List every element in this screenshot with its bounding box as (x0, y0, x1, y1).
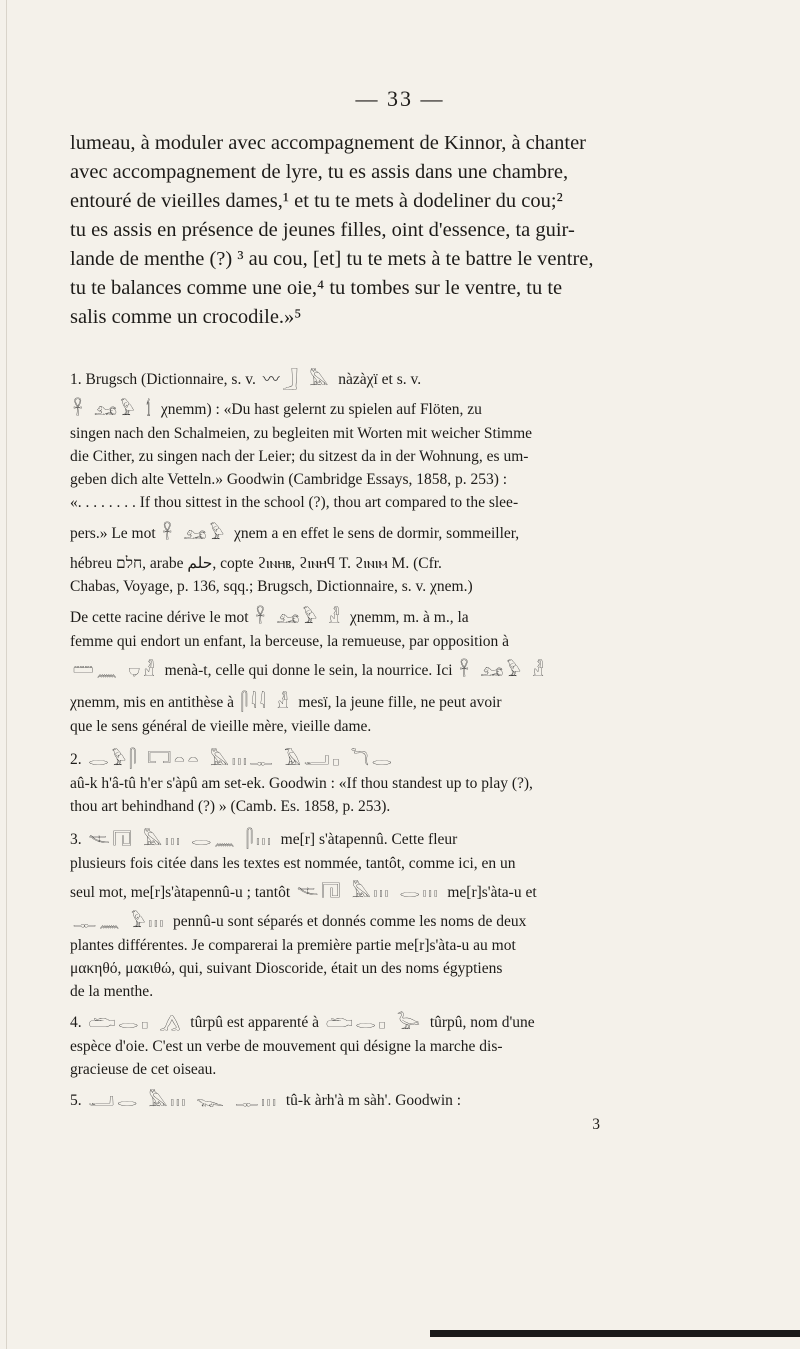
note-4-line: gracieuse de cet oiseau. (70, 1061, 217, 1079)
note-1-line: femme qui endort un enfant, la berceuse, la remueuse, par opposition à (70, 632, 510, 650)
hieroglyph-group-icon: 𓂧𓂋𓊪 𓂻 (88, 1013, 184, 1034)
note-4-text: 4. (70, 1014, 82, 1032)
hieroglyph-group-icon: 𓋹 𓃭𓅱 (162, 523, 228, 544)
note-1-line: «. . . . . . . . If thou sittest in the school (?), thou art compared to the slee- (70, 493, 519, 511)
note-1-line: geben dich alte Vetteln.» Goodwin (Cambridge Essays, 1858, p. 253) : (70, 470, 508, 488)
note-1-line: que le sens général de vieille mère, vieille dame. (70, 717, 372, 735)
hieroglyph-group-icon: 𓋹 𓃭𓅱 𓁐 (255, 607, 343, 628)
hieroglyph-group-icon: 𓋹 𓃭𓅱 𓁐 (459, 660, 547, 681)
note-3-text: pennû-u sont séparés et donnés comme les noms de deux (173, 913, 527, 931)
note-3-text: 3. (70, 830, 82, 848)
hieroglyph-group-icon: 𓌻𓉔 𓅓𓏥 𓂋𓏥 (297, 882, 441, 903)
note-5-line (70, 1081, 750, 1113)
note-5-line: 3 (592, 1116, 600, 1134)
note-1-line (70, 683, 750, 715)
note-1-text: menà-t, celle qui donne le sein, la nourrice. Ici (164, 661, 453, 679)
note-4-line: espèce d'oie. C'est un verbe de mouvement qui désigne la marche dis- (70, 1038, 503, 1056)
note-2-text: 2. (70, 750, 82, 768)
note-5-text: tû-k àrh'à m sàh'. Goodwin : (285, 1092, 462, 1110)
note-1-line: hébreu חלם, arabe حلم, copte ϩⲓⲛⲏⲃ, ϩⲓⲛⲏϥ T. ϩⲓⲛⲓⲙ M. (Cfr. (70, 554, 442, 572)
note-3-line: plusieurs fois citée dans les textes est nommée, tantôt, comme ici, en un (70, 854, 516, 872)
note-3-line: plantes différentes. Je comparerai la première partie me[r]s'àta-u au mot (70, 937, 516, 955)
hieroglyph-group-icon: 𓂧𓂋𓊪 𓅬 (325, 1013, 423, 1034)
note-4-text: tûrpû est apparenté à (190, 1014, 319, 1032)
note-1-text: χnem a en effet le sens de dormir, sommeiller, (234, 524, 520, 542)
note-4-text: tûrpû, nom d'une (429, 1014, 535, 1032)
note-1-line: singen nach den Schalmeien, zu begleiten mit Worten mit weicher Stimme (70, 424, 533, 442)
note-1-text: χnemm, mis en antithèse à (70, 693, 234, 711)
note-4-line (70, 1003, 750, 1035)
main-text (70, 129, 745, 332)
page-number: — 33 — (355, 86, 445, 111)
note-1-text: mesï, la jeune fille, ne peut avoir (298, 693, 502, 711)
main-line-4: tu es assis en présence de jeunes filles, oint d'essence, ta guir- (70, 219, 575, 241)
note-1-text: χnemm) : «Du hast gelernt zu spielen auf Flöten, zu (160, 400, 482, 418)
note-1-text: 1. Brugsch (Dictionnaire, s. v. (70, 371, 256, 388)
note-2-line (70, 738, 750, 772)
note-3-line (70, 904, 750, 934)
hieroglyph-group-icon: 𓊃𓈖 𓅱𓏥 (73, 912, 167, 933)
bottom-rule (430, 1330, 800, 1337)
note-1-line (70, 653, 750, 683)
hieroglyph-group-icon: 𓂝𓂋 𓅓𓏥 𓆊 𓊃𓏥 (88, 1091, 279, 1112)
page-margin-line (6, 0, 7, 1349)
note-1-line: die Cither, zu singen nach der Leier; du sitzest da in der Wohnung, es um- (70, 447, 529, 465)
note-3-line: μακηθό, μακιθώ, qui, suivant Dioscoride, était un des noms égyptiens (70, 960, 503, 978)
main-line-5: lande de menthe (?) ³ au cou, [et] tu te mets à te battre le ventre, (70, 248, 594, 270)
main-line-6: tu te balances comme une oie,⁴ tu tombes sur le ventre, tu te (70, 277, 563, 299)
note-1-line (70, 392, 750, 422)
hieroglyph-group-icon: 𓏠𓈖 𓂑𓁐 (73, 660, 158, 681)
note-1-text: pers.» Le mot (70, 524, 156, 542)
note-3-text: me[r] s'àtapennû. Cette fleur (280, 830, 458, 848)
main-line-3: entouré de vieilles dames,¹ et tu te mets à dodeliner du cou;² (70, 190, 563, 212)
main-line-2: avec accompagnement de lyre, tu es assis dans une chambre, (70, 161, 569, 183)
note-5-text: 5. (70, 1092, 82, 1110)
note-1-text: χnemm, m. à m., la (349, 608, 469, 626)
hieroglyph-group-icon: 𓋴𓇋𓇋 𓁐 (240, 692, 292, 713)
note-1-line (70, 598, 750, 630)
note-1-line (70, 514, 750, 546)
hieroglyph-group-icon: 𓌻𓉔 𓅓𓏥 𓂋𓈖 𓋴𓏥 (88, 829, 274, 850)
note-3-line (70, 818, 750, 852)
note-3-line: de la menthe. (70, 983, 154, 1001)
note-2-line: aû-k h'â-tû h'er s'àpû am set-ek. Goodwin : «If thou standest up to play (?), (70, 774, 533, 792)
note-3-line (70, 875, 750, 905)
note-1-text: nàzàχï et s. v. (338, 371, 422, 388)
note-2-line: thou art behindhand (?) » (Camb. Es. 1858, p. 253). (70, 797, 391, 815)
note-1-line (70, 348, 750, 392)
hieroglyph-group-icon: 𓂋𓅱𓋴 𓉐𓏏𓏏 𓅓𓏥𓊃 𓄿𓂝𓊪 𓆓𓂋 (88, 749, 395, 770)
note-1-line: Chabas, Voyage, p. 136, sqq.; Brugsch, Dictionnaire, s. v. χnem.) (70, 577, 473, 595)
main-line-1: lumeau, à moduler avec accompagnement de Kinnor, à chanter (70, 132, 587, 154)
note-1-text: De cette racine dérive le mot (70, 608, 249, 626)
hieroglyph-group-icon: 〰𓃀 𓅓 (262, 369, 332, 390)
footnotes (70, 348, 750, 1136)
hieroglyph-group-icon: 𓋹 𓃭𓅱 𓌀 (73, 399, 154, 420)
main-line-7: salis comme un crocodile.»⁵ (70, 306, 302, 328)
note-3-text: seul mot, me[r]s'àtapennû-u ; tantôt (70, 883, 291, 901)
note-3-text: me[r]s'àta-u et (447, 883, 537, 901)
